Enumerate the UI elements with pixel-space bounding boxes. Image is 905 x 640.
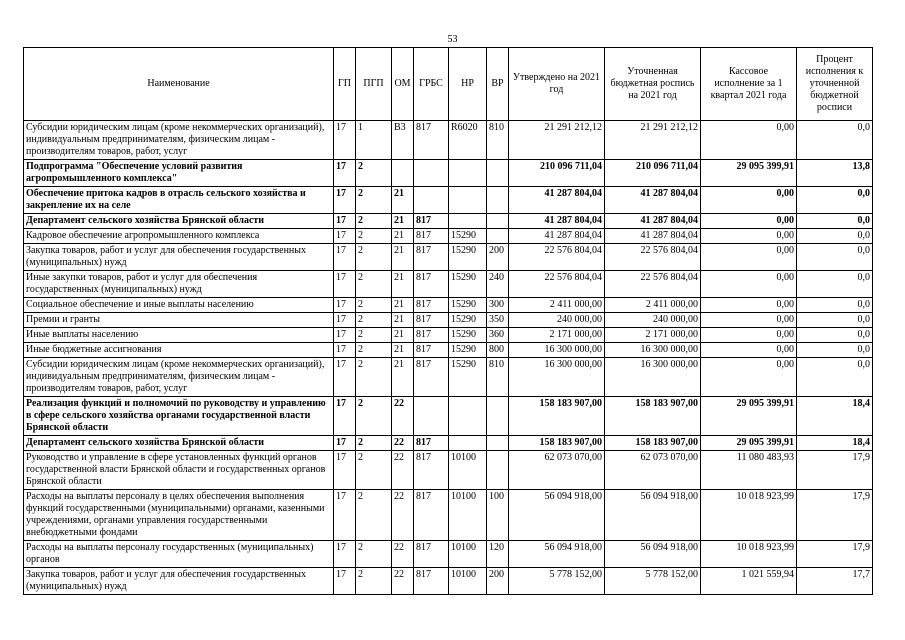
cell-grbs: 817	[414, 328, 449, 343]
cell-refined: 2 171 000,00	[605, 328, 701, 343]
cell-ppgp: 2	[356, 271, 392, 298]
cell-cash: 29 095 399,91	[701, 397, 797, 436]
table-row	[24, 358, 873, 397]
cell-name: Расходы на выплаты персоналу в целях обеспечения выполнения функций государственными (муниципальными) органами, казенными учреждениями, органами управления государственными внебюджетными фондами	[24, 490, 334, 541]
cell-percent: 18,4	[797, 397, 873, 436]
cell-om: 21	[392, 229, 414, 244]
cell-refined: 41 287 804,04	[605, 214, 701, 229]
cell-cash: 0,00	[701, 214, 797, 229]
header-row	[24, 48, 873, 121]
cell-grbs: 817	[414, 298, 449, 313]
cell-vr: 360	[487, 328, 509, 343]
cell-name: Иные закупки товаров, работ и услуг для обеспечения государственных (муниципальных) нужд	[24, 271, 334, 298]
cell-vr	[487, 229, 509, 244]
cell-np: 10100	[449, 490, 487, 541]
cell-refined: 62 073 070,00	[605, 451, 701, 490]
cell-grbs: 817	[414, 244, 449, 271]
cell-gp: 17	[334, 313, 356, 328]
cell-refined: 56 094 918,00	[605, 490, 701, 541]
cell-percent: 17,9	[797, 541, 873, 568]
cell-ppgp: 2	[356, 229, 392, 244]
cell-name: Кадровое обеспечение агропромышленного комплекса	[24, 229, 334, 244]
cell-approved: 16 300 000,00	[509, 343, 605, 358]
cell-om: 21	[392, 214, 414, 229]
cell-cash: 1 021 559,94	[701, 568, 797, 595]
cell-refined: 5 778 152,00	[605, 568, 701, 595]
cell-vr: 810	[487, 121, 509, 160]
cell-np: 15290	[449, 358, 487, 397]
cell-grbs: 817	[414, 436, 449, 451]
header-approved: Утверждено на 2021 год	[509, 48, 605, 121]
cell-np: 10100	[449, 568, 487, 595]
cell-approved: 41 287 804,04	[509, 229, 605, 244]
cell-name: Департамент сельского хозяйства Брянской области	[24, 214, 334, 229]
cell-np: R6020	[449, 121, 487, 160]
cell-gp: 17	[334, 187, 356, 214]
cell-gp: 17	[334, 568, 356, 595]
cell-grbs: 817	[414, 229, 449, 244]
table-body	[24, 121, 873, 595]
cell-refined: 41 287 804,04	[605, 187, 701, 214]
cell-approved: 21 291 212,12	[509, 121, 605, 160]
cell-om: В3	[392, 121, 414, 160]
cell-om: 21	[392, 244, 414, 271]
cell-np: 15290	[449, 298, 487, 313]
cell-gp: 17	[334, 229, 356, 244]
cell-name: Иные бюджетные ассигнования	[24, 343, 334, 358]
cell-vr: 200	[487, 244, 509, 271]
cell-grbs: 817	[414, 214, 449, 229]
cell-approved: 210 096 711,04	[509, 160, 605, 187]
table-row	[24, 160, 873, 187]
cell-np	[449, 397, 487, 436]
cell-approved: 240 000,00	[509, 313, 605, 328]
cell-refined: 56 094 918,00	[605, 541, 701, 568]
table-row	[24, 187, 873, 214]
cell-cash: 29 095 399,91	[701, 160, 797, 187]
cell-np	[449, 436, 487, 451]
cell-name: Премии и гранты	[24, 313, 334, 328]
cell-percent: 18,4	[797, 436, 873, 451]
header-gp: ГП	[334, 48, 356, 121]
cell-grbs: 817	[414, 451, 449, 490]
cell-grbs	[414, 187, 449, 214]
cell-approved: 22 576 804,04	[509, 271, 605, 298]
cell-ppgp: 2	[356, 451, 392, 490]
cell-grbs: 817	[414, 271, 449, 298]
cell-vr: 300	[487, 298, 509, 313]
cell-ppgp: 2	[356, 214, 392, 229]
cell-percent: 17,9	[797, 490, 873, 541]
cell-name: Департамент сельского хозяйства Брянской области	[24, 436, 334, 451]
cell-refined: 240 000,00	[605, 313, 701, 328]
cell-name: Подпрограмма "Обеспечение условий развития агропромышленного комплекса"	[24, 160, 334, 187]
cell-gp: 17	[334, 451, 356, 490]
cell-percent: 0,0	[797, 313, 873, 328]
cell-grbs: 817	[414, 121, 449, 160]
cell-ppgp: 2	[356, 358, 392, 397]
cell-ppgp: 2	[356, 397, 392, 436]
cell-om: 22	[392, 490, 414, 541]
cell-approved: 158 183 907,00	[509, 397, 605, 436]
cell-refined: 22 576 804,04	[605, 244, 701, 271]
cell-vr	[487, 397, 509, 436]
cell-cash: 10 018 923,99	[701, 490, 797, 541]
cell-approved: 22 576 804,04	[509, 244, 605, 271]
cell-ppgp: 2	[356, 187, 392, 214]
cell-name: Руководство и управление в сфере установленных функций органов государственной власти Брянской области и государственных органов Брянской области	[24, 451, 334, 490]
cell-percent: 0,0	[797, 187, 873, 214]
cell-approved: 62 073 070,00	[509, 451, 605, 490]
cell-gp: 17	[334, 121, 356, 160]
cell-gp: 17	[334, 436, 356, 451]
cell-om: 22	[392, 397, 414, 436]
cell-cash: 0,00	[701, 298, 797, 313]
cell-ppgp: 1	[356, 121, 392, 160]
table-row	[24, 541, 873, 568]
cell-percent: 0,0	[797, 229, 873, 244]
cell-vr: 800	[487, 343, 509, 358]
cell-gp: 17	[334, 397, 356, 436]
cell-np: 15290	[449, 313, 487, 328]
cell-ppgp: 2	[356, 298, 392, 313]
cell-ppgp: 2	[356, 313, 392, 328]
cell-approved: 41 287 804,04	[509, 187, 605, 214]
cell-gp: 17	[334, 298, 356, 313]
cell-vr	[487, 436, 509, 451]
cell-vr	[487, 451, 509, 490]
cell-percent: 17,7	[797, 568, 873, 595]
table-row	[24, 490, 873, 541]
cell-grbs	[414, 397, 449, 436]
cell-vr: 120	[487, 541, 509, 568]
cell-om: 21	[392, 343, 414, 358]
cell-name: Социальное обеспечение и иные выплаты населению	[24, 298, 334, 313]
cell-vr	[487, 214, 509, 229]
cell-gp: 17	[334, 343, 356, 358]
cell-name: Обеспечение притока кадров в отрасль сельского хозяйства и закрепление их на селе	[24, 187, 334, 214]
header-ppgp: ПГП	[356, 48, 392, 121]
cell-cash: 29 095 399,91	[701, 436, 797, 451]
header-grbs: ГРБС	[414, 48, 449, 121]
cell-np: 10100	[449, 541, 487, 568]
table-row	[24, 121, 873, 160]
table-row	[24, 343, 873, 358]
cell-om: 21	[392, 298, 414, 313]
cell-om: 21	[392, 328, 414, 343]
cell-grbs: 817	[414, 568, 449, 595]
cell-om	[392, 160, 414, 187]
cell-gp: 17	[334, 328, 356, 343]
cell-refined: 210 096 711,04	[605, 160, 701, 187]
cell-gp: 17	[334, 214, 356, 229]
cell-cash: 11 080 483,93	[701, 451, 797, 490]
cell-approved: 158 183 907,00	[509, 436, 605, 451]
table-row	[24, 568, 873, 595]
cell-cash: 0,00	[701, 271, 797, 298]
cell-om: 22	[392, 451, 414, 490]
cell-np	[449, 187, 487, 214]
cell-refined: 22 576 804,04	[605, 271, 701, 298]
cell-ppgp: 2	[356, 568, 392, 595]
cell-cash: 0,00	[701, 343, 797, 358]
cell-cash: 0,00	[701, 121, 797, 160]
cell-grbs	[414, 160, 449, 187]
cell-approved: 5 778 152,00	[509, 568, 605, 595]
table-row	[24, 397, 873, 436]
cell-gp: 17	[334, 490, 356, 541]
cell-refined: 16 300 000,00	[605, 343, 701, 358]
cell-gp: 17	[334, 358, 356, 397]
cell-name: Иные выплаты населению	[24, 328, 334, 343]
header-cash: Кассовое исполнение за 1 квартал 2021 года	[701, 48, 797, 121]
header-percent: Процент исполнения к уточненной бюджетной росписи	[797, 48, 873, 121]
cell-cash: 0,00	[701, 229, 797, 244]
cell-cash: 0,00	[701, 187, 797, 214]
cell-name: Закупка товаров, работ и услуг для обеспечения государственных (муниципальных) нужд	[24, 568, 334, 595]
cell-grbs: 817	[414, 343, 449, 358]
cell-om: 21	[392, 271, 414, 298]
cell-vr: 240	[487, 271, 509, 298]
cell-vr	[487, 160, 509, 187]
header-vr: ВР	[487, 48, 509, 121]
page-number: 53	[447, 34, 458, 45]
cell-gp: 17	[334, 271, 356, 298]
cell-gp: 17	[334, 541, 356, 568]
cell-cash: 0,00	[701, 313, 797, 328]
cell-grbs: 817	[414, 490, 449, 541]
cell-grbs: 817	[414, 313, 449, 328]
cell-refined: 2 411 000,00	[605, 298, 701, 313]
cell-name: Субсидии юридическим лицам (кроме некоммерческих организаций), индивидуальным предпринимателям, физическим лицам - производителям товаров, работ, услуг	[24, 358, 334, 397]
cell-approved: 41 287 804,04	[509, 214, 605, 229]
cell-om: 21	[392, 358, 414, 397]
header-name: Наименование	[24, 48, 334, 121]
cell-np	[449, 214, 487, 229]
cell-percent: 0,0	[797, 121, 873, 160]
table-row	[24, 436, 873, 451]
table-row	[24, 298, 873, 313]
header-refined: Уточненная бюджетная роспись на 2021 год	[605, 48, 701, 121]
cell-np: 15290	[449, 244, 487, 271]
header-np: НР	[449, 48, 487, 121]
cell-percent: 13,8	[797, 160, 873, 187]
cell-om: 22	[392, 436, 414, 451]
cell-cash: 0,00	[701, 244, 797, 271]
cell-refined: 158 183 907,00	[605, 397, 701, 436]
cell-ppgp: 2	[356, 436, 392, 451]
budget-table	[23, 47, 873, 595]
cell-approved: 2 411 000,00	[509, 298, 605, 313]
table-row	[24, 229, 873, 244]
cell-refined: 41 287 804,04	[605, 229, 701, 244]
cell-refined: 16 300 000,00	[605, 358, 701, 397]
cell-vr: 350	[487, 313, 509, 328]
cell-np: 15290	[449, 328, 487, 343]
cell-percent: 0,0	[797, 271, 873, 298]
cell-vr	[487, 187, 509, 214]
cell-om: 22	[392, 541, 414, 568]
table-row	[24, 244, 873, 271]
cell-vr: 100	[487, 490, 509, 541]
cell-approved: 56 094 918,00	[509, 541, 605, 568]
cell-percent: 0,0	[797, 328, 873, 343]
table-row	[24, 214, 873, 229]
cell-cash: 0,00	[701, 358, 797, 397]
cell-percent: 17,9	[797, 451, 873, 490]
cell-np: 15290	[449, 271, 487, 298]
cell-ppgp: 2	[356, 244, 392, 271]
cell-percent: 0,0	[797, 358, 873, 397]
cell-approved: 16 300 000,00	[509, 358, 605, 397]
cell-cash: 10 018 923,99	[701, 541, 797, 568]
table-row	[24, 313, 873, 328]
cell-gp: 17	[334, 160, 356, 187]
cell-om: 21	[392, 313, 414, 328]
cell-refined: 21 291 212,12	[605, 121, 701, 160]
cell-om: 22	[392, 568, 414, 595]
cell-approved: 2 171 000,00	[509, 328, 605, 343]
header-om: ОМ	[392, 48, 414, 121]
cell-np: 15290	[449, 343, 487, 358]
cell-ppgp: 2	[356, 328, 392, 343]
cell-percent: 0,0	[797, 214, 873, 229]
table-row	[24, 451, 873, 490]
cell-grbs: 817	[414, 541, 449, 568]
cell-name: Закупка товаров, работ и услуг для обеспечения государственных (муниципальных) нужд	[24, 244, 334, 271]
cell-np: 15290	[449, 229, 487, 244]
cell-ppgp: 2	[356, 160, 392, 187]
cell-percent: 0,0	[797, 298, 873, 313]
cell-vr: 810	[487, 358, 509, 397]
cell-refined: 158 183 907,00	[605, 436, 701, 451]
cell-gp: 17	[334, 244, 356, 271]
cell-np	[449, 160, 487, 187]
table-row	[24, 271, 873, 298]
cell-vr: 200	[487, 568, 509, 595]
cell-grbs: 817	[414, 358, 449, 397]
cell-ppgp: 2	[356, 343, 392, 358]
cell-percent: 0,0	[797, 244, 873, 271]
cell-ppgp: 2	[356, 490, 392, 541]
cell-ppgp: 2	[356, 541, 392, 568]
cell-cash: 0,00	[701, 328, 797, 343]
cell-percent: 0,0	[797, 343, 873, 358]
cell-np: 10100	[449, 451, 487, 490]
table-row	[24, 328, 873, 343]
cell-om: 21	[392, 187, 414, 214]
cell-name: Субсидии юридическим лицам (кроме некоммерческих организаций), индивидуальным предпринимателям, физическим лицам - производителям товаров, работ, услуг	[24, 121, 334, 160]
cell-approved: 56 094 918,00	[509, 490, 605, 541]
cell-name: Реализация функций и полномочий по руководству и управлению в сфере сельского хозяйства органами государственной власти Брянской области	[24, 397, 334, 436]
cell-name: Расходы на выплаты персоналу государственных (муниципальных) органов	[24, 541, 334, 568]
